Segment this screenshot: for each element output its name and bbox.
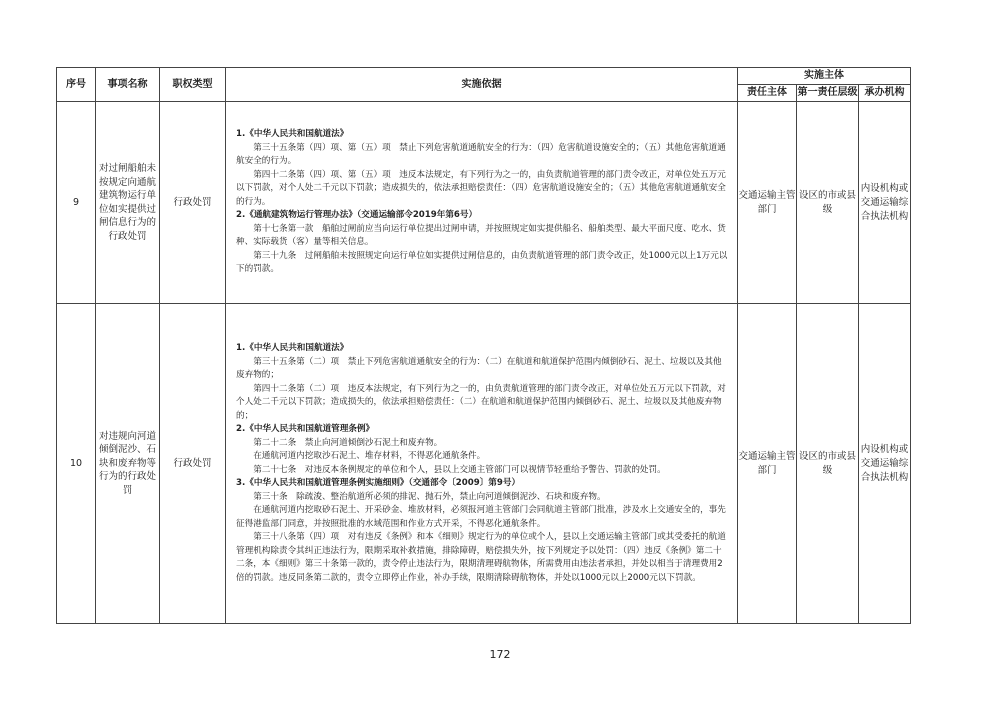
row-agency: 内设机构或交通运输综合执法机构 — [859, 304, 911, 624]
basis-line: 在通航河道内挖取砂石泥土、开采砂金、堆放材料，必须报河道主管部门会同航道主管部门批准，涉及水上交通安全的，事先征得港监部门同意，并按照批准的水域范围和作业方式开采，不得恶化通航条件。 — [236, 505, 726, 529]
row-seq: 9 — [57, 102, 96, 304]
basis-line: 第二十七条 对违反本条例规定的单位和个人，县以上交通主管部门可以视情节轻重给予警告、罚款的处罚。 — [253, 464, 666, 475]
basis-line: 第三十五条第（四）项、第（五）项 禁止下列危害航道通航安全的行为：（四）危害航道设施安全的；（五）其他危害航道通航安全的行为。 — [236, 142, 726, 167]
basis-line: 第十七条第一款 船舶过闸前应当向运行单位提出过闸申请，并按照规定如实提供船名、船舶类型、最大平面尺度、吃水、货种、实际载货（客）量等相关信息。 — [236, 223, 726, 248]
basis-line: 第三十条 除疏浚、整治航道所必须的排泥、抛石外，禁止向河道倾倒泥沙、石块和废弃物。 — [253, 491, 606, 502]
row-basis — [226, 102, 738, 304]
basis-line: 第四十二条第（二）项 违反本法规定，有下列行为之一的，由负责航道管理的部门责令改正，对单位处五万元以下罚款，对个人处二千元以下罚款；造成损失的，依法承担赔偿责任：（二）在航道和航道保护范围内倾倒砂石、泥土、垃圾以及其他废弃物的； — [236, 383, 726, 421]
row-basis — [226, 304, 738, 624]
row-agency: 内设机构或交通运输综合执法机构 — [859, 102, 911, 304]
header-subject: 实施主体 — [738, 68, 911, 85]
row-power-type: 行政处罚 — [160, 102, 226, 304]
header-responsible: 责任主体 — [738, 85, 797, 102]
table-row — [57, 304, 911, 624]
header-first-level: 第一责任层级 — [797, 85, 859, 102]
header-power-type: 职权类型 — [160, 68, 226, 102]
row-item-name: 对违规向河道倾倒泥沙、石块和废弃物等行为的行政处罚 — [96, 304, 160, 624]
row-item-name: 对过闸船舶未按规定向通航建筑物运行单位如实提供过闸信息行为的行政处罚 — [96, 102, 160, 304]
page-number: 172 — [489, 648, 511, 661]
basis-line: 第三十五条第（二）项 禁止下列危害航道通航安全的行为：（二）在航道和航道保护范围内倾倒砂石、泥土、垃圾以及其他废弃物的； — [236, 356, 722, 380]
header-seq: 序号 — [57, 68, 96, 102]
basis-line: 第三十九条 过闸船舶未按照规定向运行单位如实提供过闸信息的，由负责航道管理的部门责令改正，处1000元以上1万元以下的罚款。 — [236, 250, 728, 275]
basis-line: 2.《中华人民共和国航道管理条例》 — [236, 424, 375, 434]
basis-line: 3.《中华人民共和国航道管理条例实施细则》（交通部令〔2009〕第9号） — [236, 478, 521, 488]
basis-line: 1.《中华人民共和国航道法》 — [236, 343, 349, 353]
row-responsible: 交通运输主管部门 — [738, 304, 797, 624]
row-seq: 10 — [57, 304, 96, 624]
header-basis: 实施依据 — [226, 68, 738, 102]
row-first-level: 设区的市或县级 — [797, 304, 859, 624]
basis-line: 2.《通航建筑物运行管理办法》（交通运输部令2019年第6号） — [236, 210, 478, 221]
basis-line: 1.《中华人民共和国航道法》 — [236, 129, 349, 140]
basis-line: 第四十二条第（四）项、第（五）项 违反本法规定，有下列行为之一的，由负责航道管理的部门责令改正，对单位处五万元以下罚款，对个人处二千元以下罚款；造成损失的，依法承担赔偿责任：（四）危害航道设施安全的；（五）其他危害航道通航安全的行为。 — [236, 169, 726, 207]
row-first-level: 设区的市或县级 — [797, 102, 859, 304]
header-item-name: 事项名称 — [96, 68, 160, 102]
basis-line: 第二十二条 禁止向河道倾倒沙石泥土和废弃物。 — [253, 437, 443, 448]
row-responsible: 交通运输主管部门 — [738, 102, 797, 304]
header-agency: 承办机构 — [859, 85, 911, 102]
basis-line: 在通航河道内挖取沙石泥土、堆存材料，不得恶化通航条件。 — [253, 451, 486, 461]
table-row — [57, 102, 911, 304]
basis-line: 第三十八条第（四）项 对有违反《条例》和本《细则》规定行为的单位或个人，县以上交通运输主管部门或其受委托的航道管理机构除责令其纠正违法行为，限期采取补救措施，排除障碍，赔偿损失外，按下列规定予以处罚：（四）违反《条例》第二十二条，本《细则》第三十条第一款的，责令停止违法行为，限期清理碍航物体，所需费用由违法者承担，并处以相当于清理费用2倍的罚款。违反同条第二款的，责令立即停止作业，补办手续，限期清除碍航物体，并处以1000元以上2000元以下罚款。 — [236, 532, 726, 583]
row-power-type: 行政处罚 — [160, 304, 226, 624]
regulation-table — [56, 67, 911, 624]
